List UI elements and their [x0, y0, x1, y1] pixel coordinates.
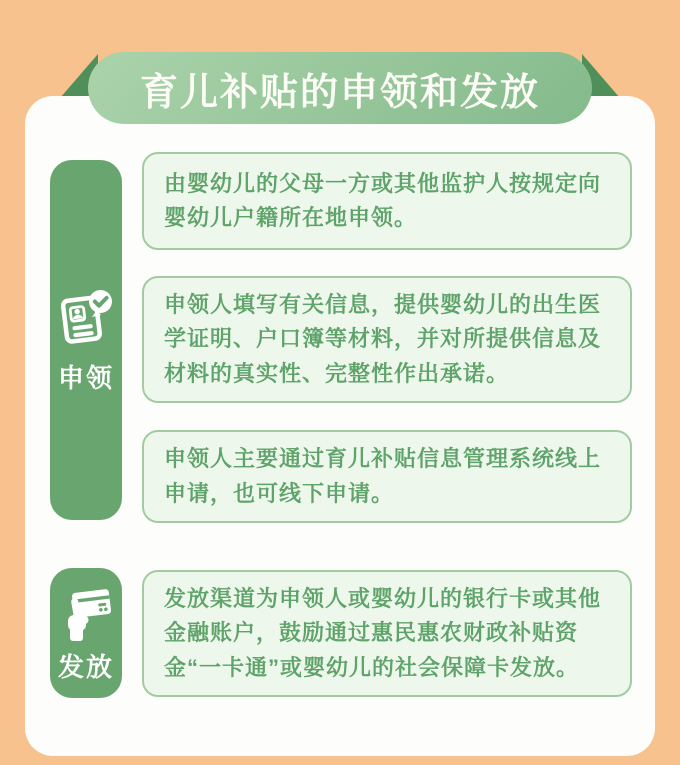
content-card — [25, 96, 655, 756]
info-box — [142, 430, 632, 523]
section-tab-apply — [50, 160, 122, 520]
page-title: 育儿补贴的申领和发放 — [139, 71, 540, 114]
title-banner — [88, 52, 592, 124]
info-text: 由婴幼儿的父母一方或其他监护人按规定向婴幼儿户籍所在地申领。 — [164, 170, 602, 230]
section-tab-disburse — [50, 568, 122, 698]
hand-card-icon — [57, 583, 115, 641]
info-text: 申领人主要通过育儿补贴信息管理系统线上申请，也可线下申请。 — [164, 446, 602, 506]
info-box — [142, 152, 632, 250]
section-label-disburse: 发放 — [57, 651, 114, 682]
info-text: 发放渠道为申领人或婴幼儿的银行卡或其他金融账户，鼓励通过惠民惠农财政补贴资金“一卡通”或婴幼儿的社会保障卡发放。 — [164, 586, 602, 680]
document-check-icon — [57, 286, 115, 344]
info-box — [142, 570, 632, 697]
section-label-apply: 申领 — [57, 362, 114, 393]
info-text: 申领人填写有关信息，提供婴幼儿的出生医学证明、户口簿等材料，并对所提供信息及材料的真实性、完整性作出承诺。 — [164, 292, 602, 386]
info-box — [142, 276, 632, 403]
